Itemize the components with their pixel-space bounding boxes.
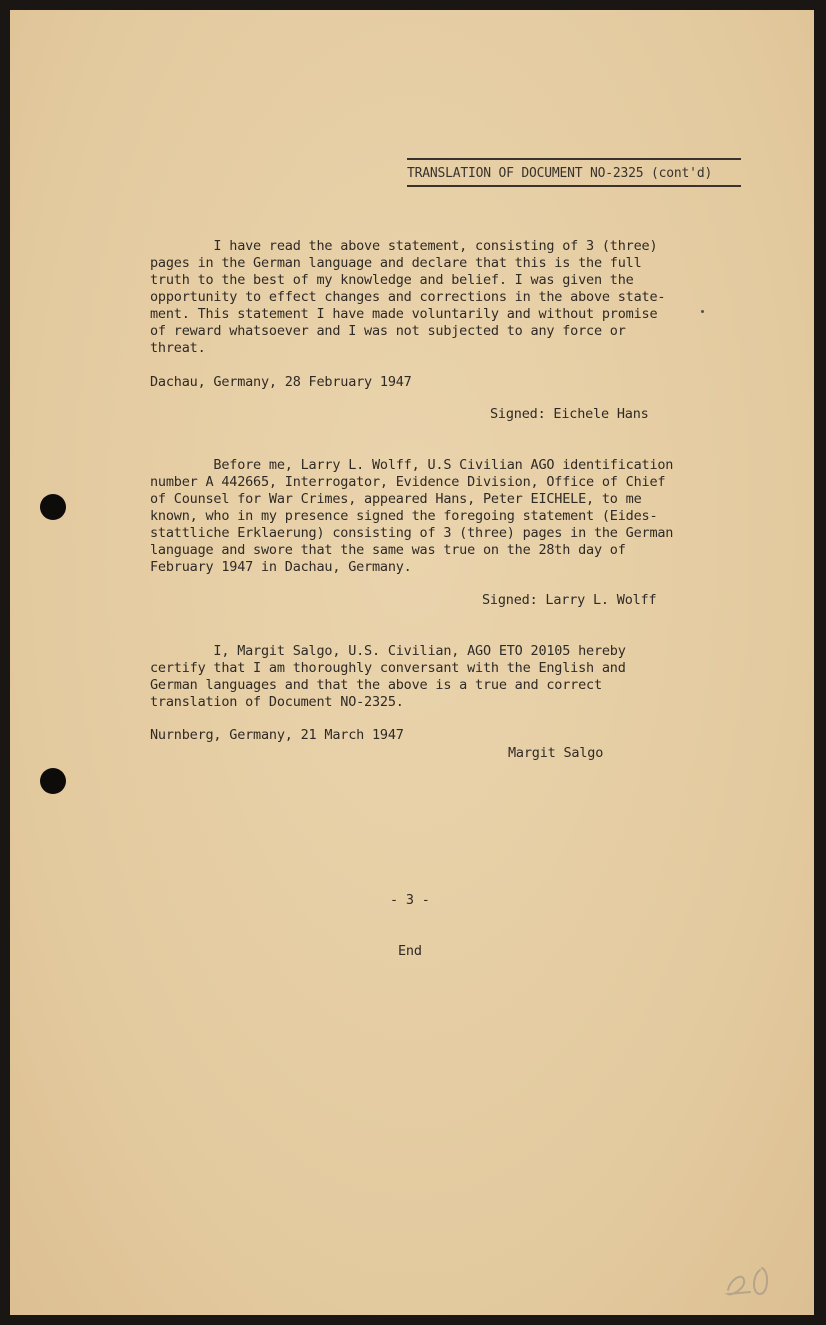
document-header bbox=[407, 158, 741, 187]
place-date-nurnberg: Nurnberg, Germany, 21 March 1947 bbox=[150, 727, 404, 743]
stray-mark bbox=[701, 310, 704, 313]
affirmation-line: of Counsel for War Crimes, appeared Hans, Peter EICHELE, to me bbox=[150, 491, 642, 507]
header-top-rule bbox=[407, 158, 741, 160]
punch-hole-upper bbox=[40, 494, 66, 520]
statement-line: threat. bbox=[150, 340, 206, 356]
signature-salgo: Margit Salgo bbox=[508, 745, 604, 761]
certification-paragraph bbox=[150, 643, 750, 711]
certification-line: German languages and that the above is a true and correct bbox=[150, 677, 602, 693]
handwritten-folio-number bbox=[720, 1250, 780, 1300]
signature-wolff: Signed: Larry L. Wolff bbox=[482, 592, 657, 608]
statement-line: pages in the German language and declare that this is the full bbox=[150, 255, 642, 271]
document-title: TRANSLATION OF DOCUMENT NO-2325 (cont'd) bbox=[407, 166, 713, 181]
statement-line: ment. This statement I have made voluntarily and without promise bbox=[150, 306, 658, 322]
certification-line: I, Margit Salgo, U.S. Civilian, AGO ETO 20105 hereby bbox=[150, 643, 626, 659]
place-date-dachau: Dachau, Germany, 28 February 1947 bbox=[150, 374, 412, 390]
punch-hole-lower bbox=[40, 768, 66, 794]
affirmation-line: language and swore that the same was true on the 28th day of bbox=[150, 542, 626, 558]
affirmation-paragraph bbox=[150, 457, 750, 576]
statement-line: truth to the best of my knowledge and belief. I was given the bbox=[150, 272, 634, 288]
affirmation-line: number A 442665, Interrogator, Evidence Division, Office of Chief bbox=[150, 474, 666, 490]
statement-line: opportunity to effect changes and corrections in the above state- bbox=[150, 289, 666, 305]
statement-paragraph bbox=[150, 238, 750, 357]
statement-line: I have read the above statement, consisting of 3 (three) bbox=[150, 238, 658, 254]
affirmation-line: known, who in my presence signed the foregoing statement (Eides- bbox=[150, 508, 658, 524]
document-page bbox=[10, 10, 814, 1315]
end-marker: End bbox=[398, 943, 422, 959]
certification-line: certify that I am thoroughly conversant with the English and bbox=[150, 660, 626, 676]
affirmation-line: Before me, Larry L. Wolff, U.S Civilian AGO identification bbox=[150, 457, 674, 473]
signature-eichele: Signed: Eichele Hans bbox=[490, 406, 649, 422]
statement-line: of reward whatsoever and I was not subjected to any force or bbox=[150, 323, 626, 339]
affirmation-line: stattliche Erklaerung) consisting of 3 (three) pages in the German bbox=[150, 525, 674, 541]
page-number: - 3 - bbox=[390, 892, 430, 908]
affirmation-line: February 1947 in Dachau, Germany. bbox=[150, 559, 412, 575]
header-bottom-rule bbox=[407, 185, 741, 187]
certification-line: translation of Document NO-2325. bbox=[150, 694, 404, 710]
